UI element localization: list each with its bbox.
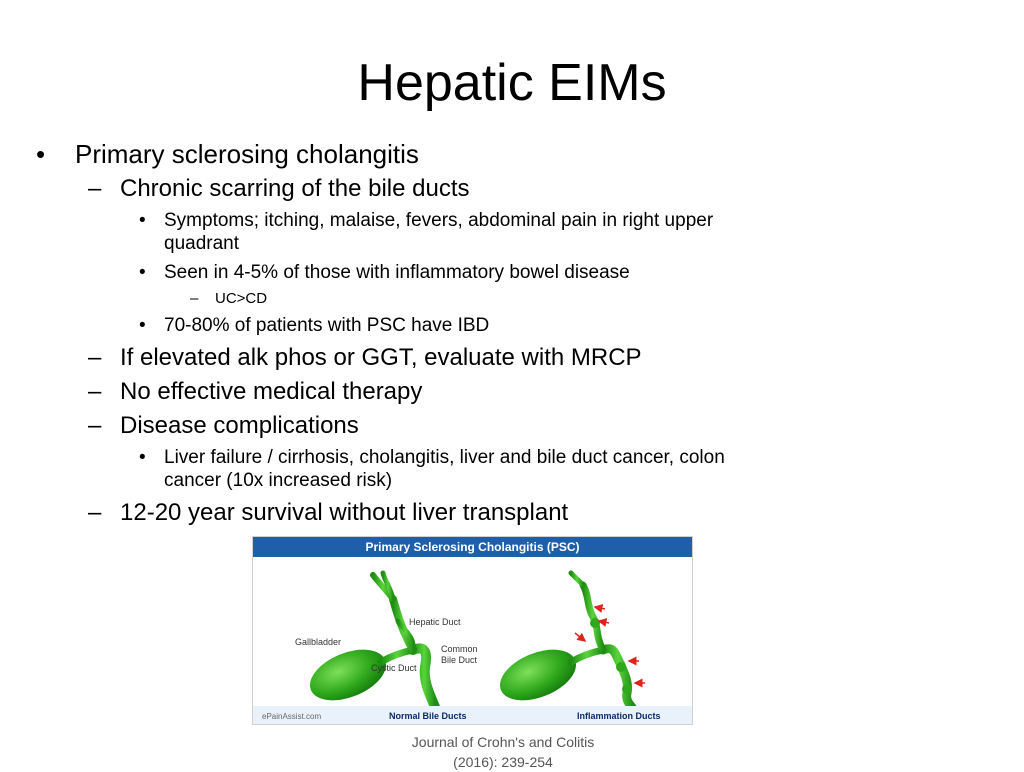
bullet-seen-in-ibd: Seen in 4-5% of those with inflammatory bowel disease [164,262,630,283]
bullet-symptoms-line2: quadrant [164,233,240,254]
arrow-icon [575,633,585,641]
common-bile-duct-shape [413,648,435,707]
bullet-marker: • [139,315,146,336]
label-common-bile-duct-2: Bile Duct [441,655,478,665]
citation-line1: Journal of Crohn's and Colitis [411,734,595,750]
bullet-psc-ibd-percentage: 70-80% of patients with PSC have IBD [164,315,490,336]
figure-header: Primary Sclerosing Cholangitis (PSC) [253,537,692,557]
gallbladder-shape [493,640,584,711]
bullet-no-therapy: No effective medical therapy [120,378,423,405]
citation [392,732,614,772]
dash-marker: – [88,344,102,371]
bullet-uc-cd: UC>CD [215,290,268,307]
watermark: ePainAssist.com [262,712,322,721]
bullet-disease-complications: Disease complications [120,412,359,439]
bullet-evaluate-mrcp: If elevated alk phos or GGT, evaluate with MRCP [120,344,642,371]
dash-marker: – [190,290,199,307]
label-cystic-duct: Cystic Duct [371,663,417,673]
bullet-complications-line1: Liver failure / cirrhosis, cholangitis, liver and bile duct cancer, colon [164,447,725,468]
arrow-icon [599,621,609,623]
caption-inflamed-ducts: Inflammation Ducts [577,711,661,721]
bullet-survival: 12-20 year survival without liver transplant [120,499,569,526]
inflamed-ducts-illustration [493,573,645,710]
arrow-icon [595,607,605,609]
dash-marker: – [88,378,102,405]
bile-duct-diagram [253,537,692,724]
psc-illustration [252,536,693,725]
bullet-complications-line2: cancer (10x increased risk) [164,470,393,491]
bullet-marker: • [139,447,146,468]
slide-title: Hepatic EIMs [357,54,667,112]
bullet-marker: • [36,139,46,169]
cystic-duct-shape [381,650,413,662]
caption-normal-ducts: Normal Bile Ducts [389,711,467,721]
label-hepatic-duct: Hepatic Duct [409,617,461,627]
dash-marker: – [88,499,102,526]
label-common-bile-duct-1: Common [441,644,478,654]
dash-marker: – [88,175,102,202]
narrowed-duct-shape [603,649,633,709]
bullet-primary-sclerosing-cholangitis: Primary sclerosing cholangitis [75,139,419,169]
bullet-symptoms-line1: Symptoms; itching, malaise, fevers, abdominal pain in right upper [164,210,714,231]
bullet-marker: • [139,210,146,231]
bullet-marker: • [139,262,146,283]
citation-line2: (2016): 239-254 [453,754,553,770]
gallbladder-shape [303,640,394,711]
label-gallbladder: Gallbladder [295,637,342,647]
dash-marker: – [88,412,102,439]
bullet-chronic-scarring: Chronic scarring of the bile ducts [120,175,470,202]
